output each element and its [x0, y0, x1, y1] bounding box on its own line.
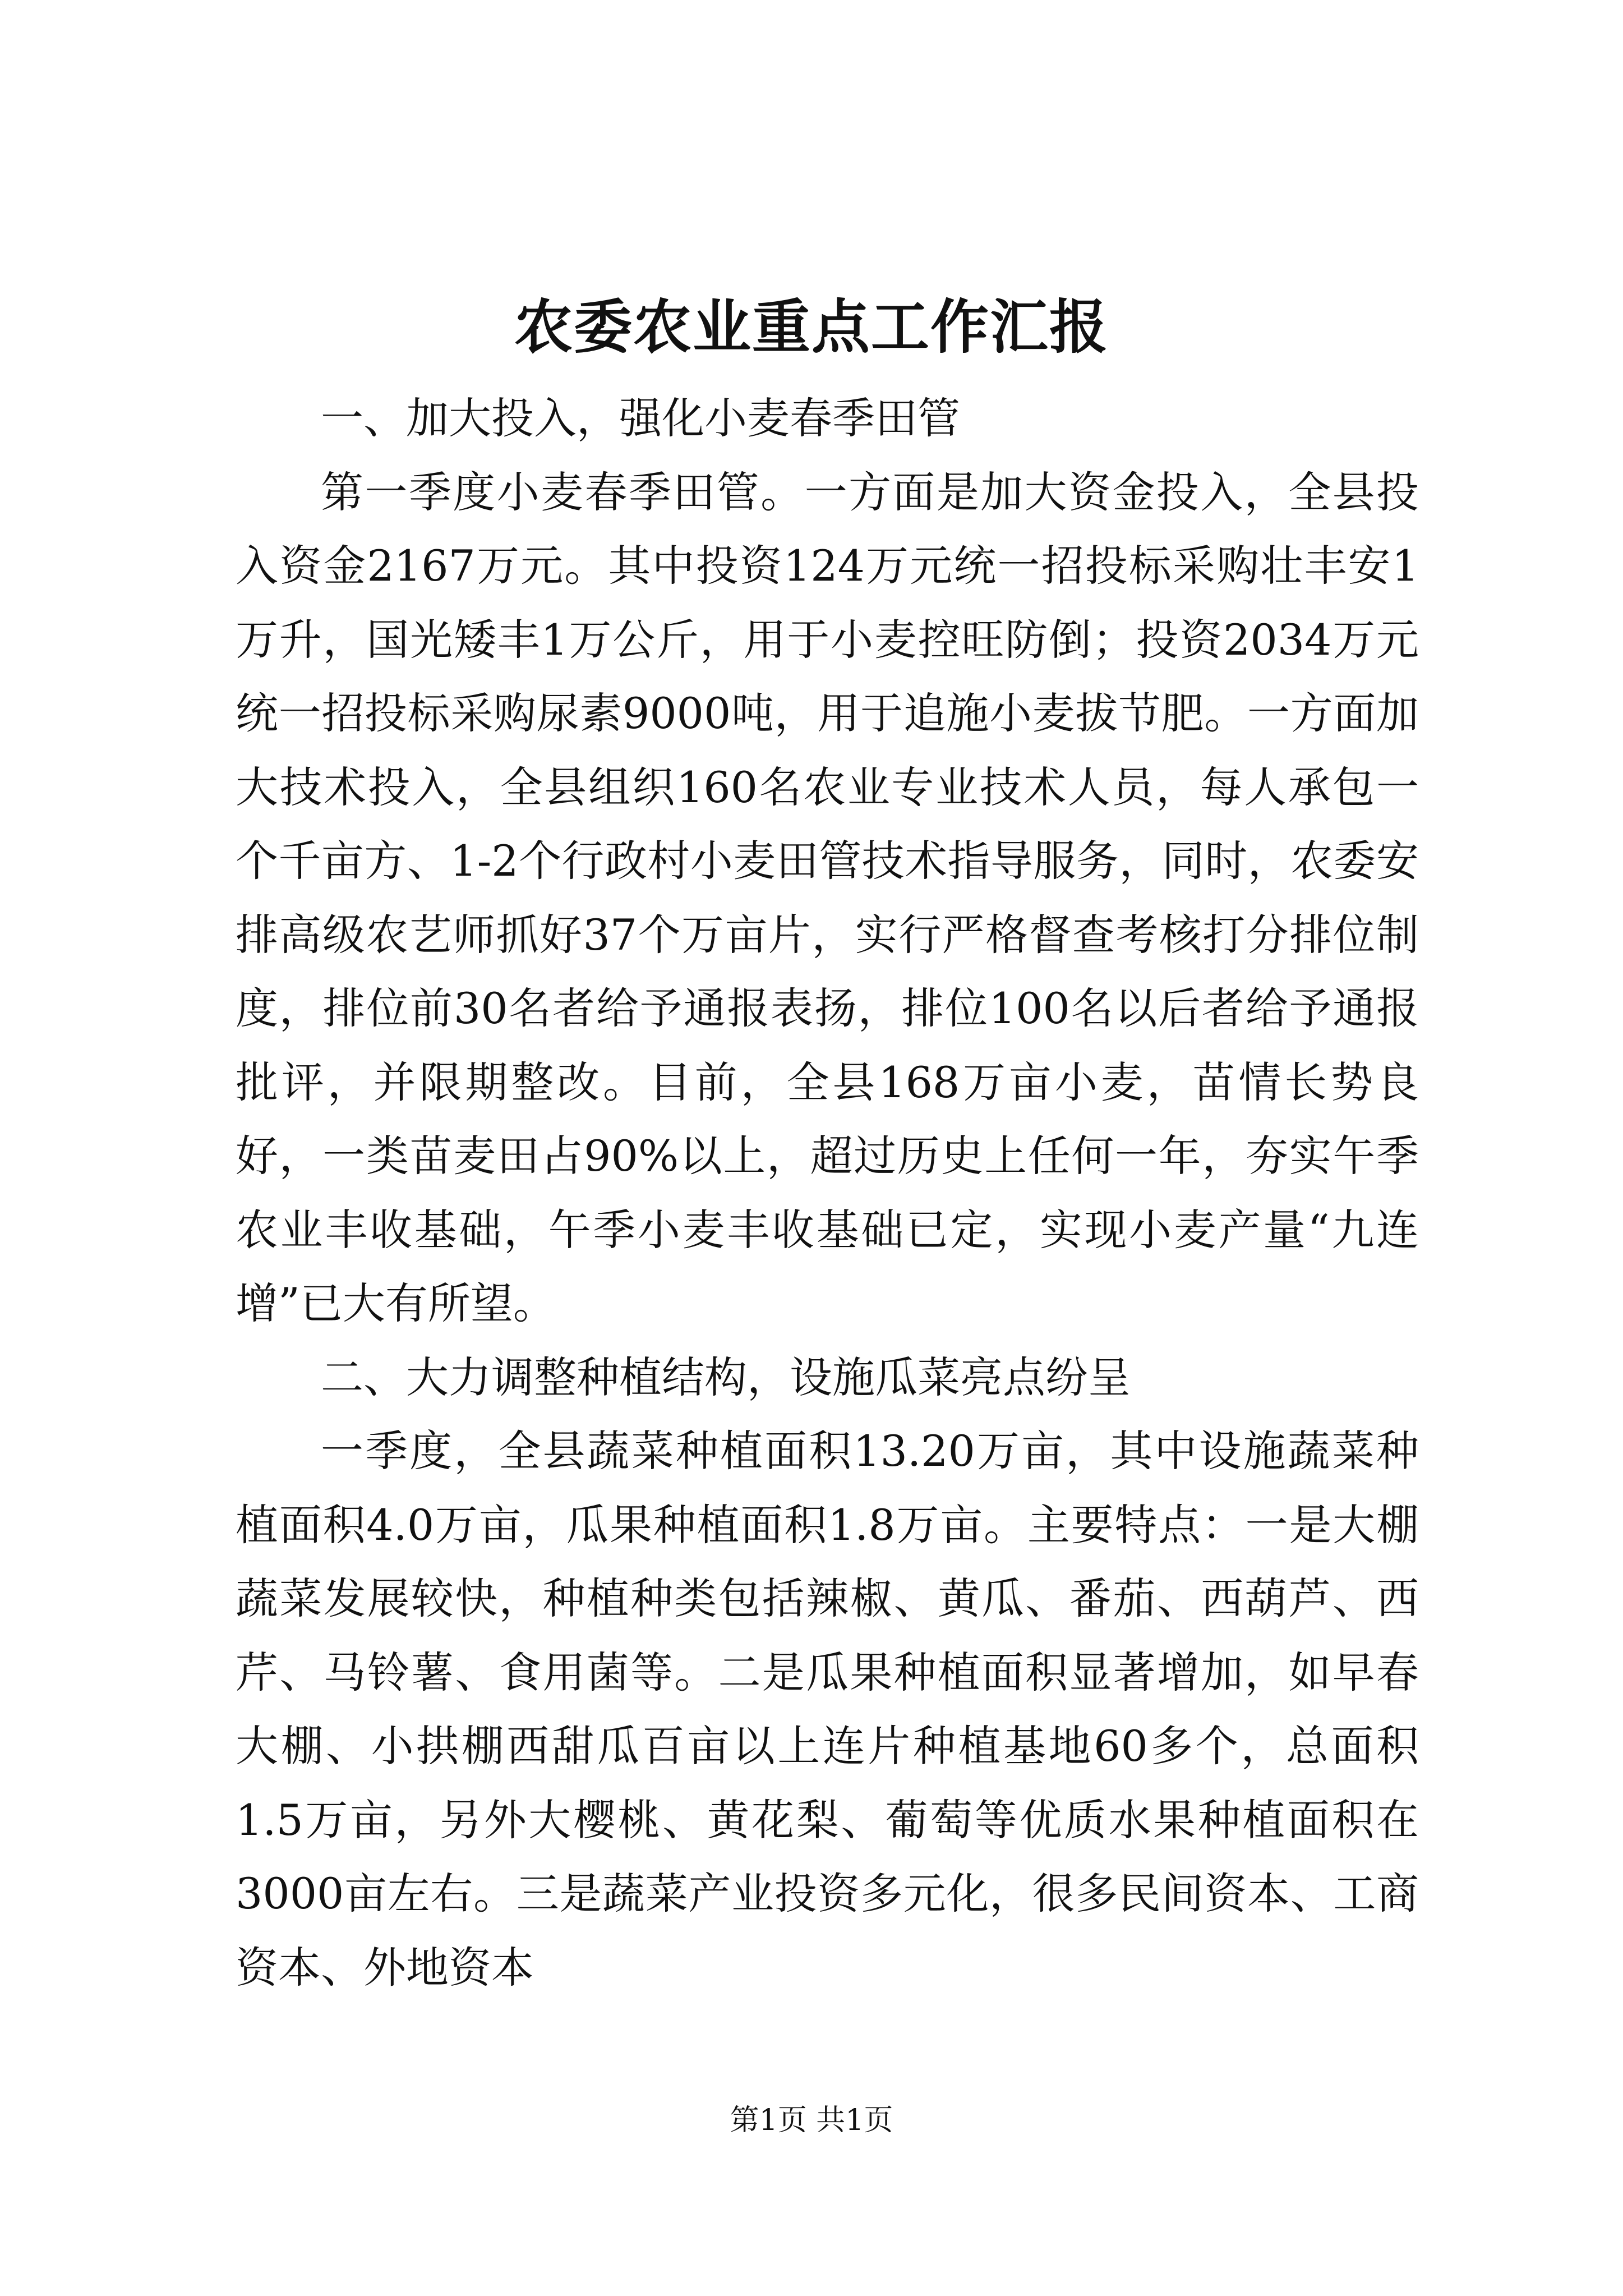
document-body: [236, 381, 1419, 2004]
section-heading-1: 一、加大投入，强化小麦春季田管: [321, 393, 960, 443]
paragraph-2: 一季度，全县蔬菜种植面积13.20万亩，其中设施蔬菜种植面积4.0万亩，瓜果种植面积1.8万亩。主要特点：一是大棚蔬菜发展较快，种植种类包括辣椒、黄瓜、番茄、西葫芦、西芹、马铃薯、食用菌等。二是瓜果种植面积显著增加，如早春大棚、小拱棚西甜瓜百亩以上连片种植基地60多个，总面积1.5万亩，另外大樱桃、黄花梨、葡萄等优质水果种植面积在3000亩左右。三是蔬菜产业投资多元化，很多民间资本、工商资本、外地资本: [236, 1426, 1419, 1993]
section-heading-2: 二、大力调整种植结构，设施瓜菜亮点纷呈: [321, 1352, 1131, 1402]
document-title: 农委农业重点工作汇报: [514, 292, 1109, 361]
paragraph-1: 第一季度小麦春季田管。一方面是加大资金投入，全县投入资金2167万元。其中投资124万元统一招投标采购壮丰安1万升，国光矮丰1万公斤，用于小麦控旺防倒；投资2034万元统一招投标采购尿素9000吨，用于追施小麦拔节肥。一方面加大技术投入，全县组织160名农业专业技术人员，每人承包一个千亩方、1-2个行政村小麦田管技术指导服务，同时，农委安排高级农艺师抓好37个万亩片，实行严格督查考核打分排位制度，排位前30名者给予通报表扬，排位100名以后者给予通报批评，并限期整改。目前，全县168万亩小麦，苗情长势良好，一类苗麦田占90%以上，超过历史上任何一年，夯实午季农业丰收基础，午季小麦丰收基础已定，实现小麦产量“九连增”已大有所望。: [236, 467, 1419, 1328]
page-footer: 第1页 共1页: [730, 2104, 893, 2137]
